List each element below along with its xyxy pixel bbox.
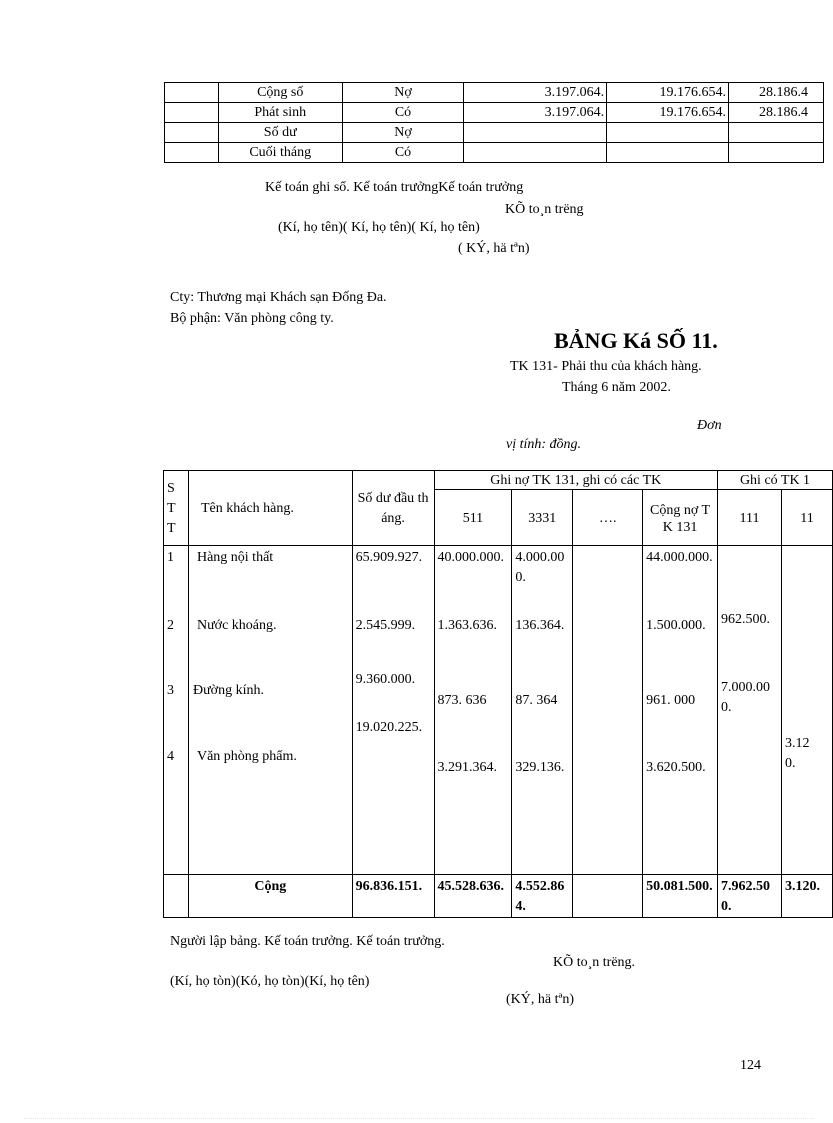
row-111: 7.000.000. [721, 680, 770, 715]
header-111: 111 [718, 490, 782, 546]
header-customer-name: Tên khách hàng. [188, 471, 352, 546]
total-row [164, 875, 833, 918]
total-dots [573, 875, 643, 918]
table-row [165, 123, 824, 143]
report-period: Tháng 6 năm 2002. [562, 380, 671, 395]
table-row [165, 143, 824, 163]
table-row [165, 103, 824, 123]
signature-bottom-line3: (Kí, họ tòn)(Kó, họ tòn)(Kí, họ tên) [170, 974, 370, 989]
unit-label-2: vị tính: đồng. [506, 437, 582, 452]
company-name: Cty: Thương mại Khách sạn Đống Đa. [170, 290, 387, 305]
cell-value [607, 123, 729, 143]
cell-value: 28.186.4 [729, 83, 824, 103]
unit-label-1: Đơn [697, 418, 722, 433]
page-title: BẢNG Ká SỐ 11. [554, 328, 718, 353]
signature-top-line4: ( KÝ, hä tªn) [458, 241, 530, 256]
row-label: Số dư [218, 123, 342, 143]
row-total-debit: 3.620.500. [646, 760, 706, 775]
row-total-debit: 1.500.000. [646, 618, 706, 633]
top-summary-table [164, 82, 824, 163]
cell-value [464, 123, 607, 143]
row-type: Nợ [342, 83, 464, 103]
row-opening: 2.545.999. [355, 618, 416, 633]
cell-value: 3.197.064. [464, 103, 607, 123]
total-3331: 4.552.864. [512, 875, 573, 918]
total-opening: 96.836.151. [352, 875, 434, 918]
cell-value [607, 143, 729, 163]
cell-value: 3.197.064. [464, 83, 607, 103]
row-stt: 4 [167, 749, 174, 764]
row-type: Nợ [342, 123, 464, 143]
row-511: 873. 636 [437, 693, 487, 708]
signature-bottom-line2: KÕ to¸n trëng. [553, 955, 636, 970]
header-stt: S T T [164, 471, 189, 546]
signature-bottom-line1: Người lập bảng. Kế toán trưởng. Kế toán trưởng. [170, 934, 445, 949]
row-511: 1.363.636. [437, 618, 497, 633]
row-111: 962.500. [721, 612, 770, 627]
header-11x: 11 [781, 490, 832, 546]
header-debit-group: Ghi nợ TK 131, ghi có các TK [434, 471, 718, 490]
signature-top-line2: KÕ to¸n trëng [505, 202, 584, 217]
row-opening: 19.020.225. [355, 720, 423, 735]
signature-top-line1: Kế toán ghi sổ. Kế toán trưởngKế toán trưởng [265, 180, 524, 195]
row-3331: 329.136. [515, 760, 565, 775]
footer-divider [24, 1118, 814, 1119]
cell-value: 19.176.654. [607, 83, 729, 103]
header-total-debit: Cộng nợ TK 131 [643, 490, 718, 546]
signature-top-line3: (Kí, họ tên)( Kí, họ tên)( Kí, họ tên) [278, 220, 480, 235]
department: Bộ phận: Văn phòng công ty. [170, 311, 334, 326]
row-3331: 87. 364 [515, 693, 558, 708]
row-label: Cuối tháng [218, 143, 342, 163]
cell-value [729, 123, 824, 143]
header-opening-balance: Số dư đầu tháng. [352, 471, 434, 546]
row-label: Cộng số [218, 83, 342, 103]
row-opening: 65.909.927. [355, 550, 423, 565]
total-debit: 50.081.500. [643, 875, 718, 918]
cell-value: 28.186.4 [729, 103, 824, 123]
table-row [165, 83, 824, 103]
total-label: Cộng [188, 875, 352, 918]
header-511: 511 [434, 490, 512, 546]
row-stt: 1 [167, 550, 174, 565]
main-receivables-table [163, 470, 833, 918]
page-number: 124 [740, 1058, 761, 1073]
row-stt: 2 [167, 618, 174, 633]
row-name: Nước khoáng. [196, 618, 277, 633]
row-type: Có [342, 143, 464, 163]
row-511: 3.291.364. [437, 760, 497, 775]
row-3331: 4.000.000. [515, 550, 565, 585]
report-subtitle: TK 131- Phải thu của khách hàng. [510, 359, 702, 374]
cell-value: 19.176.654. [607, 103, 729, 123]
row-type: Có [342, 103, 464, 123]
cell-value [729, 143, 824, 163]
total-11x: 3.120. [781, 875, 832, 918]
header-credit-group: Ghi có TK 1 [718, 471, 833, 490]
row-total-debit: 961. 000 [646, 693, 696, 708]
row-stt: 3 [167, 683, 174, 698]
row-11x: 3.120. [784, 736, 810, 771]
header-dots: …. [573, 490, 643, 546]
header-3331: 3331 [512, 490, 573, 546]
header-row [164, 471, 833, 490]
signature-bottom-line4: (KÝ, hä tªn) [506, 992, 575, 1007]
row-511: 40.000.000. [437, 550, 504, 565]
row-total-debit: 44.000.000. [646, 550, 713, 565]
row-3331: 136.364. [515, 618, 565, 633]
row-opening: 9.360.000. [355, 672, 416, 687]
table-body [164, 546, 833, 875]
total-111: 7.962.500. [718, 875, 782, 918]
row-label: Phát sinh [218, 103, 342, 123]
total-511: 45.528.636. [434, 875, 512, 918]
row-name: Văn phòng phẩm. [196, 749, 297, 764]
row-name: Đường kính. [192, 683, 264, 698]
row-name: Hàng nội thất [196, 550, 274, 565]
cell-value [464, 143, 607, 163]
